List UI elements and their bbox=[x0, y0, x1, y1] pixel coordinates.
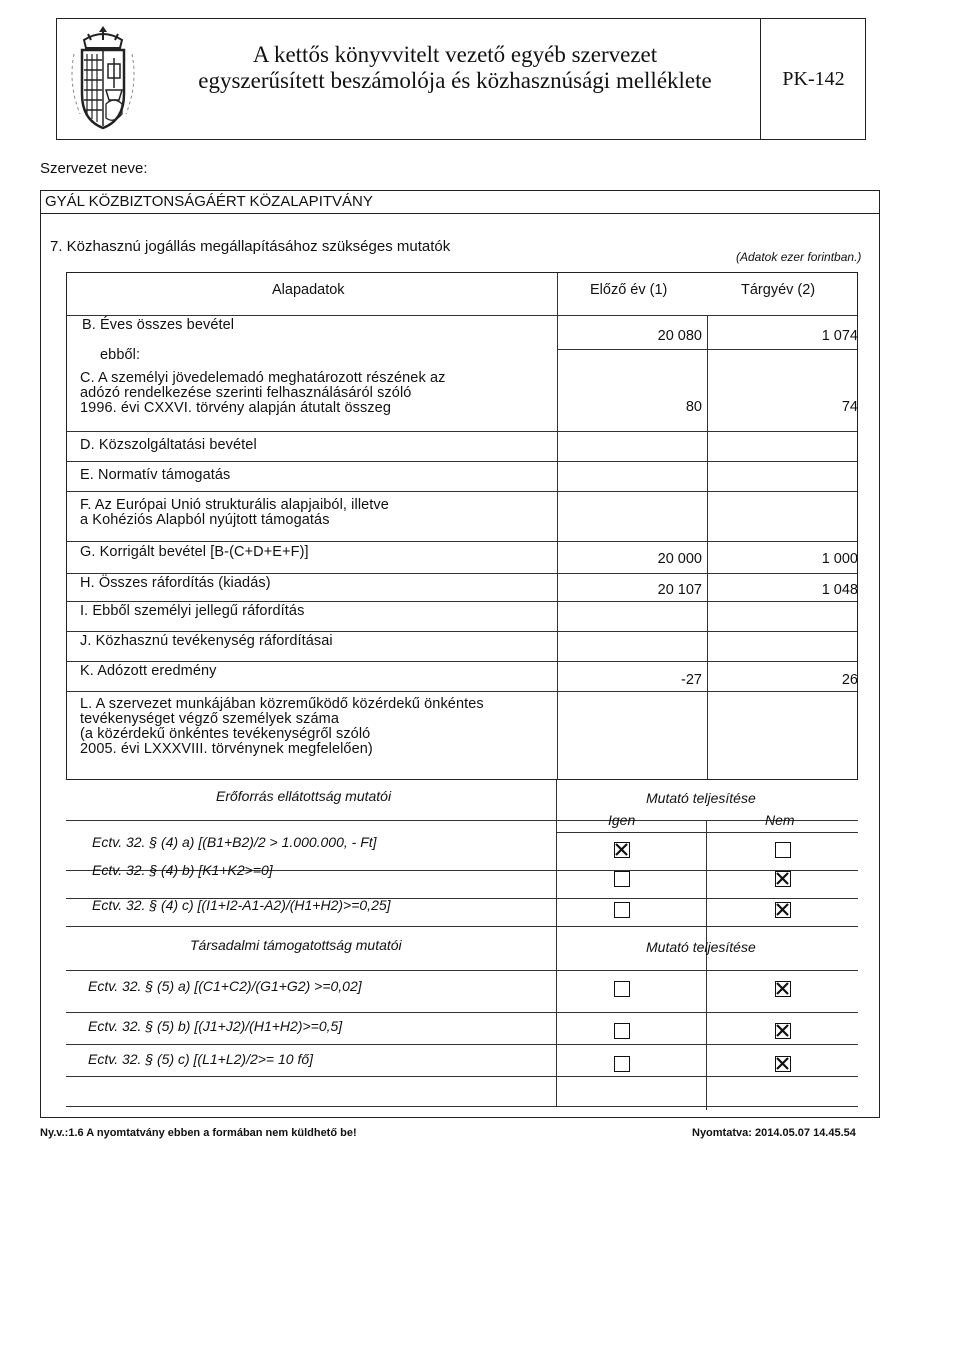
checkmark-x-icon bbox=[776, 982, 789, 995]
row-d-label: D. Közszolgáltatási bevétel bbox=[80, 437, 257, 453]
resource-row-1-yes-checkbox[interactable] bbox=[614, 842, 630, 858]
checkmark-x-icon bbox=[776, 903, 789, 916]
form-title bbox=[150, 42, 760, 94]
row-g-label: G. Korrigált bevétel [B-(C+D+E+F)] bbox=[80, 544, 309, 560]
row-of-which-label: ebből: bbox=[100, 347, 141, 363]
resource-row-1-no-checkbox[interactable] bbox=[775, 842, 791, 858]
row-c-label-1: C. A személyi jövedelemadó meghatározott részének az bbox=[80, 370, 446, 386]
row-b-label: B. Éves összes bevétel bbox=[82, 317, 235, 333]
checkmark-x-icon bbox=[615, 843, 628, 856]
resource-row-2-no-checkbox[interactable] bbox=[775, 871, 791, 887]
row-k-label: K. Adózott eredmény bbox=[80, 663, 217, 679]
row-g-curr: 1 000 bbox=[821, 551, 858, 567]
row-i-label: I. Ebből személyi jellegű ráfordítás bbox=[80, 603, 305, 619]
resources-title: Erőforrás ellátottság mutatói bbox=[216, 788, 392, 804]
row-c-label-2: adózó rendelkezése szerinti felhasználásáról szóló bbox=[80, 385, 412, 401]
social-fulfil-title: Mutató teljesítése bbox=[646, 939, 756, 955]
checkmark-x-icon bbox=[776, 1024, 789, 1037]
social-row-3-yes-checkbox[interactable] bbox=[614, 1056, 630, 1072]
footer-version-note: Ny.v.:1.6 A nyomtatvány ebben a formában nem küldhető be! bbox=[40, 1127, 357, 1139]
row-f-label-2: a Kohéziós Alapból nyújtott támogatás bbox=[80, 512, 330, 528]
social-row-1-yes-checkbox[interactable] bbox=[614, 981, 630, 997]
row-l-label-1: L. A szervezet munkájában közreműködő közérdekű önkéntes bbox=[80, 696, 484, 712]
no-header: Nem bbox=[765, 812, 795, 828]
row-h-label: H. Összes ráfordítás (kiadás) bbox=[80, 575, 271, 591]
row-k-curr: 26 bbox=[841, 672, 858, 688]
row-h-curr: 1 048 bbox=[821, 582, 858, 598]
resource-row-3-label: Ectv. 32. § (4) c) [(I1+I2-A1-A2)/(H1+H2)>=0,25] bbox=[92, 897, 391, 913]
col-header-prev: Előző év (1) bbox=[590, 282, 668, 298]
section-title: 7. Közhasznú jogállás megállapításához szükséges mutatók bbox=[50, 238, 451, 255]
units-note: (Adatok ezer forintban.) bbox=[736, 250, 862, 264]
row-c-prev: 80 bbox=[685, 399, 702, 415]
social-row-2-yes-checkbox[interactable] bbox=[614, 1023, 630, 1039]
social-row-3-label: Ectv. 32. § (5) c) [(L1+L2)/2>= 10 fő] bbox=[88, 1051, 314, 1067]
col-header-basic: Alapadatok bbox=[272, 282, 345, 298]
social-row-2-label: Ectv. 32. § (5) b) [(J1+J2)/(H1+H2)>=0,5] bbox=[88, 1018, 343, 1034]
yes-header: Igen bbox=[608, 812, 636, 828]
row-c-label-3: 1996. évi CXXVI. törvény alapján átutalt összeg bbox=[80, 400, 391, 416]
organization-name-field: GYÁL KÖZBIZTONSÁGÁÉRT KÖZALAPITVÁNY bbox=[40, 190, 880, 214]
social-row-1-label: Ectv. 32. § (5) a) [(C1+C2)/(G1+G2) >=0,02] bbox=[88, 978, 362, 994]
col-header-curr: Tárgyév (2) bbox=[741, 282, 816, 298]
coat-of-arms-icon bbox=[62, 24, 144, 132]
social-row-1-no-checkbox[interactable] bbox=[775, 981, 791, 997]
row-c-curr: 74 bbox=[841, 399, 858, 415]
social-title: Társadalmi támogatottság mutatói bbox=[190, 937, 402, 953]
organization-label: Szervezet neve: bbox=[40, 160, 148, 177]
row-j-label: J. Közhasznú tevékenység ráfordításai bbox=[80, 633, 333, 649]
form-code: PK-142 bbox=[760, 18, 866, 140]
row-b-prev: 20 080 bbox=[657, 328, 702, 344]
resource-row-3-yes-checkbox[interactable] bbox=[614, 902, 630, 918]
form-title-line2: egyszerűsített beszámolója és közhasznúsági melléklete bbox=[198, 68, 712, 93]
form-title-line1: A kettős könyvvitelt vezető egyéb szervezet bbox=[252, 42, 658, 67]
social-row-2-no-checkbox[interactable] bbox=[775, 1023, 791, 1039]
social-row-3-no-checkbox[interactable] bbox=[775, 1056, 791, 1072]
checkmark-x-icon bbox=[776, 1057, 789, 1070]
resources-fulfil-title: Mutató teljesítése bbox=[646, 790, 756, 806]
checkmark-x-icon bbox=[776, 872, 789, 885]
row-h-prev: 20 107 bbox=[657, 582, 702, 598]
row-b-curr: 1 074 bbox=[821, 328, 858, 344]
resource-row-2-yes-checkbox[interactable] bbox=[614, 871, 630, 887]
resource-row-1-label: Ectv. 32. § (4) a) [(B1+B2)/2 > 1.000.000, - Ft] bbox=[92, 834, 377, 850]
resource-row-2-label: Ectv. 32. § (4) b) [K1+K2>=0] bbox=[92, 862, 273, 878]
resource-row-3-no-checkbox[interactable] bbox=[775, 902, 791, 918]
footer-printed-date: Nyomtatva: 2014.05.07 14.45.54 bbox=[692, 1127, 856, 1139]
row-l-label-4: 2005. évi LXXXVIII. törvénynek megfelelően) bbox=[80, 741, 373, 757]
row-k-prev: -27 bbox=[681, 672, 702, 688]
row-g-prev: 20 000 bbox=[657, 551, 702, 567]
row-e-label: E. Normatív támogatás bbox=[80, 467, 231, 483]
row-l-label-3: (a közérdekű önkéntes tevékenységről szóló bbox=[80, 726, 371, 742]
row-l-label-2: tevékenységet végző személyek száma bbox=[80, 711, 339, 727]
row-f-label-1: F. Az Európai Unió strukturális alapjaiból, illetve bbox=[80, 497, 389, 513]
